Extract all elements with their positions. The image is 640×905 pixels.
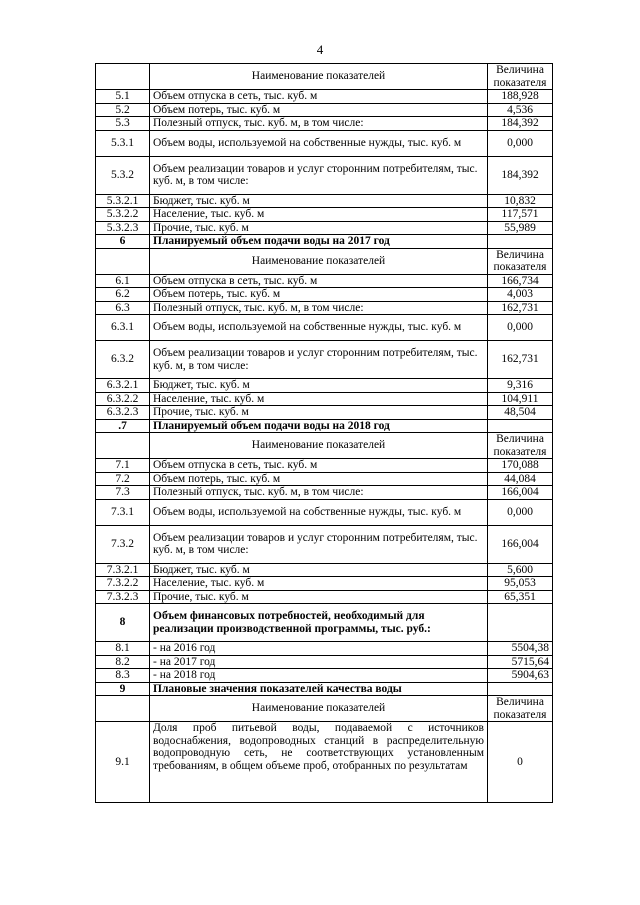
table-row [96, 341, 553, 379]
header-name-cell: Наименование показателей [150, 64, 488, 90]
row-name: Объем потерь, тыс. куб. м [150, 288, 488, 302]
row-name: Полезный отпуск, тыс. куб. м, в том числе: [150, 301, 488, 315]
section-title: Планируемый объем подачи воды на 2017 год [150, 235, 488, 249]
row-name: - на 2017 год [150, 655, 488, 669]
header-name-cell: Наименование показателей [150, 248, 488, 274]
row-value: 162,731 [488, 301, 553, 315]
table-row [96, 472, 553, 486]
row-num: 5.1 [96, 90, 150, 104]
section-title: Планируемый объем подачи воды на 2018 год [150, 419, 488, 433]
table-row [96, 577, 553, 591]
row-num: 7.3.2.3 [96, 590, 150, 604]
row-name: - на 2016 год [150, 642, 488, 656]
table-row [96, 221, 553, 235]
row-value: 9,316 [488, 379, 553, 393]
table-row [96, 655, 553, 669]
row-num: 6.3.2.3 [96, 406, 150, 420]
section-title-row [96, 235, 553, 249]
section-num: 8 [96, 604, 150, 642]
section-title-row [96, 419, 553, 433]
row-value: 48,504 [488, 406, 553, 420]
table-row [96, 525, 553, 563]
row-num: 6.3 [96, 301, 150, 315]
row-num: 7.3.2.1 [96, 563, 150, 577]
row-name: Объем реализации товаров и услуг сторонним потребителям, тыс. куб. м, в том числе: [150, 156, 488, 194]
row-name: - на 2018 год [150, 669, 488, 683]
row-num: 7.1 [96, 459, 150, 473]
row-num: 5.3.1 [96, 130, 150, 156]
row-name: Объем реализации товаров и услуг сторонним потребителям, тыс. куб. м, в том числе: [150, 341, 488, 379]
row-num: 6.2 [96, 288, 150, 302]
page-number: 4 [316, 42, 324, 57]
row-value: 0,000 [488, 130, 553, 156]
row-name: Объем потерь, тыс. куб. м [150, 472, 488, 486]
row-num: 6.3.1 [96, 315, 150, 341]
row-name: Объем отпуска в сеть, тыс. куб. м [150, 459, 488, 473]
table-header-row [96, 64, 553, 90]
row-num: 7.2 [96, 472, 150, 486]
row-num: 5.2 [96, 103, 150, 117]
row-num: 7.3.2.2 [96, 577, 150, 591]
section-title: Объем финансовых потребностей, необходимый для реализации производственной программы, тыс. руб.: [150, 604, 488, 642]
table-row [96, 156, 553, 194]
section-title-row [96, 604, 553, 642]
row-num: 7.3.1 [96, 499, 150, 525]
header-value-cell: Величина показателя [488, 433, 553, 459]
table-row [96, 103, 553, 117]
header-value-cell: Величина показателя [488, 696, 553, 722]
table-row [96, 590, 553, 604]
section-value-cell [488, 235, 553, 249]
section-num: 9 [96, 682, 150, 696]
row-value: 65,351 [488, 590, 553, 604]
table-row [96, 274, 553, 288]
row-num: 7.3 [96, 486, 150, 500]
table-row [96, 90, 553, 104]
row-name: Население, тыс. куб. м [150, 577, 488, 591]
row-name: Прочие, тыс. куб. м [150, 221, 488, 235]
table-row [96, 194, 553, 208]
row-name: Бюджет, тыс. куб. м [150, 379, 488, 393]
row-num: 5.3.2.3 [96, 221, 150, 235]
row-num: 6.3.2 [96, 341, 150, 379]
row-name: Полезный отпуск, тыс. куб. м, в том числе: [150, 486, 488, 500]
table-row [96, 563, 553, 577]
section-num: .7 [96, 419, 150, 433]
row-num: 6.1 [96, 274, 150, 288]
row-name: Полезный отпуск, тыс. куб. м, в том числе: [150, 117, 488, 131]
header-num-cell [96, 248, 150, 274]
header-name-cell: Наименование показателей [150, 696, 488, 722]
row-name: Объем отпуска в сеть, тыс. куб. м [150, 90, 488, 104]
section-value-cell [488, 604, 553, 642]
table-row [96, 722, 553, 803]
section-value-cell [488, 682, 553, 696]
header-value-cell: Величина показателя [488, 248, 553, 274]
header-num-cell [96, 696, 150, 722]
row-name: Объем воды, используемой на собственные нужды, тыс. куб. м [150, 130, 488, 156]
table-row [96, 669, 553, 683]
section-title: Плановые значения показателей качества воды [150, 682, 488, 696]
row-name: Доля проб питьевой воды, подаваемой с источников водоснабжения, водопроводных станций в распределительную водопроводную сеть, не соответствующих установленным требованиям, в общем объеме проб, отобранных по результатам [150, 722, 488, 803]
table-row [96, 208, 553, 222]
row-value: 162,731 [488, 341, 553, 379]
row-num: 5.3.2.1 [96, 194, 150, 208]
row-value: 188,928 [488, 90, 553, 104]
row-num: 6.3.2.2 [96, 392, 150, 406]
row-name: Население, тыс. куб. м [150, 208, 488, 222]
row-name: Объем отпуска в сеть, тыс. куб. м [150, 274, 488, 288]
section-num: 6 [96, 235, 150, 249]
header-name-cell: Наименование показателей [150, 433, 488, 459]
row-value: 10,832 [488, 194, 553, 208]
row-name: Прочие, тыс. куб. м [150, 406, 488, 420]
row-value: 166,004 [488, 525, 553, 563]
header-num-cell [96, 433, 150, 459]
row-value: 5,600 [488, 563, 553, 577]
table-row [96, 392, 553, 406]
row-num: 5.3.2 [96, 156, 150, 194]
header-num-cell [96, 64, 150, 90]
row-value: 184,392 [488, 156, 553, 194]
row-value: 5904,63 [488, 669, 553, 683]
row-value: 5715,64 [488, 655, 553, 669]
table-row [96, 130, 553, 156]
section-value-cell [488, 419, 553, 433]
table-row [96, 406, 553, 420]
row-value: 4,003 [488, 288, 553, 302]
row-value: 0,000 [488, 315, 553, 341]
row-name: Объем воды, используемой на собственные нужды, тыс. куб. м [150, 499, 488, 525]
row-num: 8.2 [96, 655, 150, 669]
table-row [96, 315, 553, 341]
row-num: 9.1 [96, 722, 150, 803]
row-value: 4,536 [488, 103, 553, 117]
row-num: 8.3 [96, 669, 150, 683]
row-name: Прочие, тыс. куб. м [150, 590, 488, 604]
table-row [96, 288, 553, 302]
table-header-row [96, 248, 553, 274]
header-value-cell: Величина показателя [488, 64, 553, 90]
row-value: 0,000 [488, 499, 553, 525]
table-row [96, 499, 553, 525]
row-name: Бюджет, тыс. куб. м [150, 194, 488, 208]
row-value: 44,084 [488, 472, 553, 486]
row-value: 5504,38 [488, 642, 553, 656]
table-row [96, 642, 553, 656]
row-name: Объем реализации товаров и услуг сторонним потребителям, тыс. куб. м, в том числе: [150, 525, 488, 563]
table-header-row [96, 433, 553, 459]
indicators-table [95, 63, 553, 803]
row-name: Объем воды, используемой на собственные нужды, тыс. куб. м [150, 315, 488, 341]
table-row [96, 117, 553, 131]
row-num: 5.3 [96, 117, 150, 131]
row-name: Объем потерь, тыс. куб. м [150, 103, 488, 117]
table-row [96, 459, 553, 473]
row-value: 104,911 [488, 392, 553, 406]
row-value: 55,989 [488, 221, 553, 235]
table-row [96, 379, 553, 393]
row-value: 95,053 [488, 577, 553, 591]
row-value: 184,392 [488, 117, 553, 131]
row-value: 170,088 [488, 459, 553, 473]
table-row [96, 486, 553, 500]
row-value: 0 [488, 722, 553, 803]
row-name: Население, тыс. куб. м [150, 392, 488, 406]
row-value: 117,571 [488, 208, 553, 222]
section-title-row [96, 682, 553, 696]
row-num: 8.1 [96, 642, 150, 656]
row-value: 166,734 [488, 274, 553, 288]
row-value: 166,004 [488, 486, 553, 500]
row-num: 6.3.2.1 [96, 379, 150, 393]
table-row [96, 301, 553, 315]
table-header-row [96, 696, 553, 722]
row-name: Бюджет, тыс. куб. м [150, 563, 488, 577]
row-num: 5.3.2.2 [96, 208, 150, 222]
row-num: 7.3.2 [96, 525, 150, 563]
